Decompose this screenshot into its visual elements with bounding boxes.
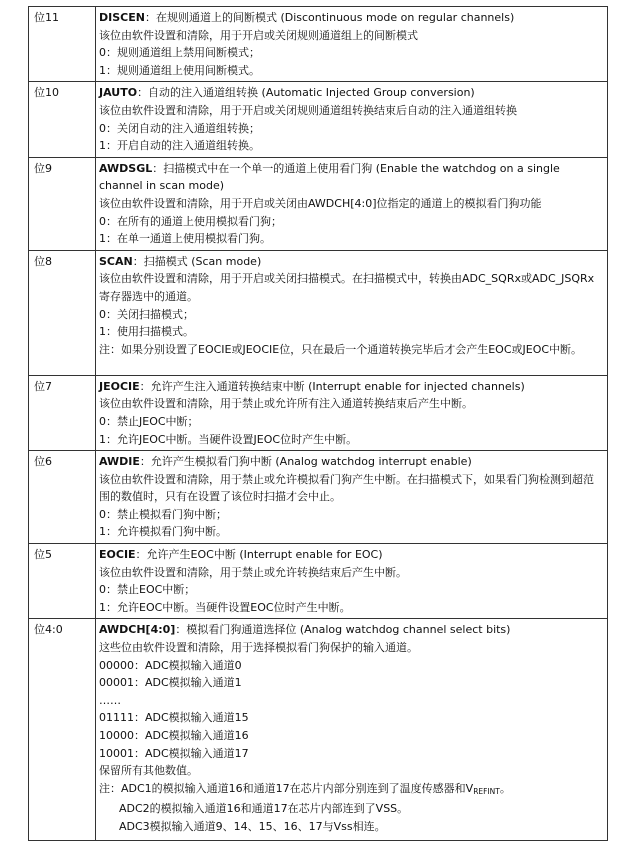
value-0-line: 0：在所有的通道上使用模拟看门狗；: [99, 214, 282, 228]
table-row: [29, 7, 608, 82]
table-row: [29, 619, 608, 841]
bit-description: [96, 250, 608, 375]
bit-index: 位11: [29, 7, 96, 82]
table-row: [29, 375, 608, 450]
bit-description: [96, 7, 608, 82]
field-title: [99, 546, 604, 564]
table-row: [29, 544, 608, 619]
field-name: EOCIE: [99, 548, 136, 562]
value-1-line: 1：在单一通道上使用模拟看门狗。: [99, 232, 271, 246]
field-name: AWDIE: [99, 455, 140, 469]
bit-description: [96, 157, 608, 250]
bit-index: 位9: [29, 157, 96, 250]
table-row: [29, 250, 608, 375]
field-name: DISCEN: [99, 11, 145, 24]
bit-description: [96, 451, 608, 544]
field-title-text: ：扫描模式 (Scan mode): [132, 254, 262, 268]
field-title-text: ：允许产生模拟看门狗中断 (Analog watchdog interrupt enable): [139, 455, 472, 469]
field-title: [99, 378, 604, 396]
value-0-line: 0：禁止EOC中断；: [99, 583, 196, 597]
channel-option-line: 00001：ADC模拟输入通道1: [99, 676, 242, 690]
field-title: [99, 84, 604, 102]
description-line: 该位由软件设置和清除，用于开启或关闭扫描模式。在扫描模式中，转换由ADC_SQRx或ADC_JSQRx寄存器选中的通道。: [99, 272, 595, 303]
field-title: [99, 253, 604, 271]
bit-index: 位7: [29, 375, 96, 450]
value-1-line: 1：允许EOC中断。当硬件设置EOC位时产生中断。: [99, 600, 351, 614]
value-1-line: 1：规则通道组上使用间断模式。: [99, 63, 260, 77]
value-1-line: 1：开启自动的注入通道组转换。: [99, 139, 260, 153]
note-subscript: REFINT: [473, 786, 500, 796]
description-line: 该位由软件设置和清除，用于禁止或允许转换结束后产生中断。: [99, 565, 407, 579]
bit-description: [96, 82, 608, 157]
table-row: [29, 82, 608, 157]
field-name: JAUTO: [99, 86, 138, 100]
bit-index: 位6: [29, 451, 96, 544]
field-title-text: ：自动的注入通道组转换 (Automatic Injected Group conversion): [137, 86, 475, 100]
field-name: AWDCH[4:0]: [99, 623, 176, 637]
description-line: 该位由软件设置和清除，用于开启或关闭规则通道组转换结束后自动的注入通道组转换: [99, 103, 517, 117]
value-0-line: 0：关闭扫描模式；: [99, 307, 194, 321]
field-title: [99, 9, 604, 27]
bit-index: 位8: [29, 250, 96, 375]
channel-option-line: 10001：ADC模拟输入通道17: [99, 746, 249, 760]
bit-description: [96, 544, 608, 619]
bit-index: 位5: [29, 544, 96, 619]
description-line: 该位由软件设置和清除，用于禁止或允许所有注入通道转换结束后产生中断。: [99, 397, 473, 411]
channel-option-line: 01111：ADC模拟输入通道15: [99, 711, 249, 725]
description-line: 该位由软件设置和清除，用于禁止或允许模拟看门狗产生中断。在扫描模式下，如果看门狗检测到超范围的数值时，只有在设置了该位时扫描才会中止。: [99, 472, 594, 504]
value-0-line: 0：关闭自动的注入通道组转换；: [99, 121, 260, 135]
bit-index: 位4:0: [29, 619, 96, 841]
note-line-3: ADC3模拟输入通道9、14、15、16、17与Vss相连。: [119, 819, 386, 833]
note-line: [99, 780, 604, 801]
field-title: [99, 160, 604, 195]
field-name: JEOCIE: [99, 379, 140, 393]
channel-option-line: 00000：ADC模拟输入通道0: [99, 658, 242, 672]
description-line: 该位由软件设置和清除，用于开启或关闭规则通道组上的间断模式: [99, 28, 418, 42]
value-0-line: 0：禁止JEOC中断；: [99, 414, 199, 428]
field-name: SCAN: [99, 254, 133, 268]
description-line: 这些位由软件设置和清除，用于选择模拟看门狗保护的输入通道。: [99, 641, 418, 655]
table-row: [29, 157, 608, 250]
field-title-text: ：扫描模式中在一个单一的通道上使用看门狗 (Enable the watchdog on a single channel in scan mode): [99, 161, 560, 193]
register-bit-table: [28, 6, 608, 841]
field-title-text: ：在规则通道上的间断模式 (Discontinuous mode on regular channels): [144, 11, 515, 24]
note-line: 注：如果分别设置了EOCIE或JEOCIE位，只在最后一个通道转换完毕后才会产生EOC或JEOC中断。: [99, 342, 583, 356]
value-0-line: 0：规则通道组上禁用间断模式；: [99, 46, 260, 60]
value-1-line: 1：允许JEOC中断。当硬件设置JEOC位时产生中断。: [99, 432, 358, 446]
reserved-line: 保留所有其他数值。: [99, 764, 198, 778]
value-0-line: 0：禁止模拟看门狗中断；: [99, 507, 227, 521]
note-text: 注：ADC1的模拟输入通道16和通道17在芯片内部分别连到了温度传感器和V: [99, 781, 474, 795]
bit-description: [96, 619, 608, 841]
field-title-text: ：允许产生注入通道转换结束中断 (Interrupt enable for injected channels): [139, 379, 525, 393]
bit-description: [96, 375, 608, 450]
note-line-2: ADC2的模拟输入通道16和通道17在芯片内部连到了VSS。: [119, 802, 409, 816]
table-row: [29, 451, 608, 544]
ellipsis-line: ……: [99, 693, 121, 707]
field-name: AWDSGL: [99, 161, 153, 175]
field-title: [99, 453, 604, 471]
channel-option-line: 10000：ADC模拟输入通道16: [99, 729, 249, 742]
value-1-line: 1：允许模拟看门狗中断。: [99, 525, 227, 539]
bit-index: 位10: [29, 82, 96, 157]
field-title: [99, 621, 604, 639]
value-1-line: 1：使用扫描模式。: [99, 325, 194, 339]
description-line: 该位由软件设置和清除，用于开启或关闭由AWDCH[4:0]位指定的通道上的模拟看门狗功能: [99, 196, 542, 210]
field-title-text: ：模拟看门狗通道选择位 (Analog watchdog channel select bits): [175, 623, 511, 637]
field-title-text: ：允许产生EOC中断 (Interrupt enable for EOC): [135, 548, 383, 562]
note-text-end: 。: [499, 781, 511, 795]
